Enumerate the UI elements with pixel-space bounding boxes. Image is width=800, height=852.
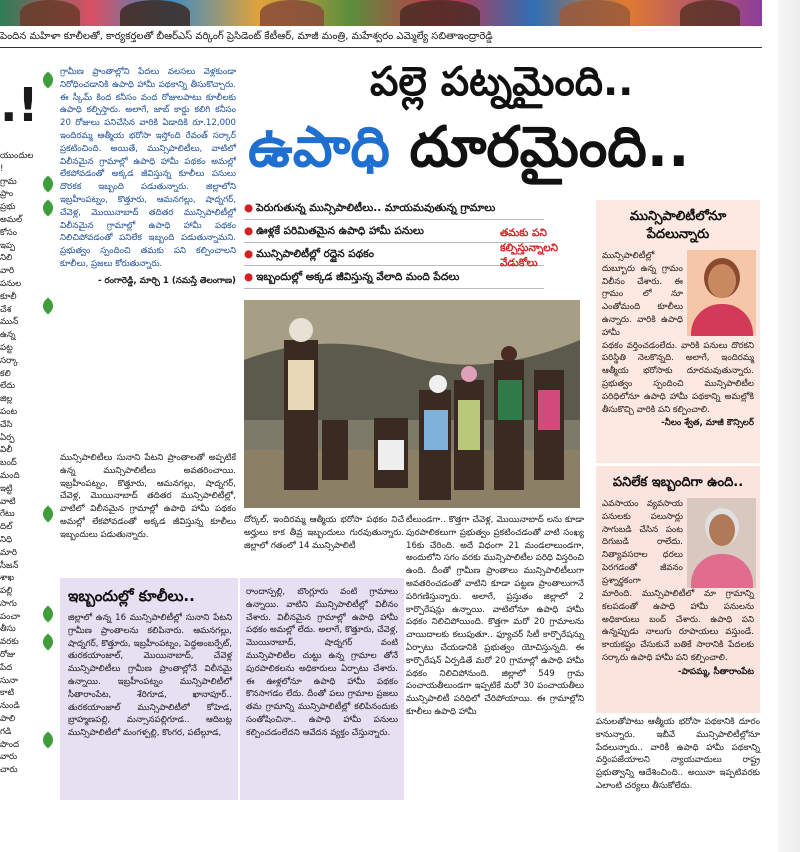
clipped-line: జిల్ల [0, 394, 13, 405]
clipped-line: గేటు [0, 509, 15, 520]
clipped-line: చేసి [0, 419, 13, 430]
dateline: - రంగారెడ్డి, మార్చి 1 (నమస్తే తెలంగాణ) [97, 275, 236, 286]
clipped-line: మున్ [0, 317, 19, 328]
clipped-line: ప్రాం [0, 189, 14, 200]
clipped-line: కోసం [0, 227, 18, 238]
box-text: జిల్లాలో ఉన్న 16 మున్సిపాలిటీల్లో సునాని పేటని గ్రామీణ ప్రాంతాలను కలిపినారు. ఆమనగల్లు, షాద్నగర్, కొత్తూరు, ఇబ్రహీంపట్నం, పెద్దఅంబర్పేట్, తురకయాంజాల్, మొయినాబాద్, చేవెళ్ల మున్సిపాలిటీలు గ్రామీణ ప్రాంతాల్లోనే విలీనమై ఉన్నాయి. ఇబ్రహీంపట్నం మున్సిపాలిటీలో సీతారాంపేట, శేరిగూడ, ఖానాపూర్.. తురకయాంజాల్ మున్సిపాలిటీలో కోహెడ, బ్రాహ్మణపల్లి, మన్సానపల్లిగూడ.. ఆదిబట్ల మున్సిపాలిటీలో మంగళ్పల్లి, కొంగర, పటేల్గూడ, [68, 613, 232, 739]
list-item: ● పెరుగుతున్న మున్సిపాలిటీలు.. మాయమవుతున్న గ్రామాలు [244, 197, 544, 220]
clipped-line: ! [0, 163, 4, 174]
clipped-line: పాలి [0, 714, 16, 725]
clipped-line: కూలీ [0, 291, 17, 302]
list-item: ● మున్సిపాలిటీల్లో రద్దైన పథకం [244, 243, 544, 266]
workers-photo [244, 300, 580, 508]
box-text: మారింది. మున్సిపాలిటీలో మా గ్రామాన్ని కలపడంతో ఉపాధి హామీ పనులను అధికారులు బంద్ చేశారు. ఉపాధి పని ఉన్నప్పుడు నాలుగు రూపాయలు వస్తుండే. కాయకష్టం చేసుకునే బతికే సారానికి పేదలకు సర్కారు ఉపాధి హామీ పని కల్పించాలి. [602, 589, 754, 663]
photo-caption-column [244, 514, 404, 552]
clipped-line: అమల్ [0, 214, 23, 225]
page-edge [778, 0, 800, 852]
clipped-line: చేశ [0, 304, 12, 315]
leaf-icon [40, 200, 57, 217]
clipped-line: ప్రభు [0, 202, 16, 213]
clipped-line: పేద [0, 662, 13, 673]
clipped-line: సాగు [0, 598, 17, 609]
clipped-line: పల్లి [0, 586, 13, 597]
clipped-line: బంద్ [0, 458, 17, 469]
clipped-line: వారు [0, 752, 18, 763]
clipped-line: ఏర్ప [0, 432, 15, 443]
clipped-line: మారి [0, 547, 17, 558]
leaf-icon [40, 72, 57, 89]
portrait-elderly-woman [687, 498, 756, 588]
clipped-line: మంది [0, 470, 20, 481]
quote-signature: -పాపమ్మ, సీతారాంపేట [677, 666, 754, 677]
top-photo-strip [0, 0, 762, 26]
clipped-line: కాటి [0, 688, 15, 699]
second-column [60, 452, 236, 542]
clipped-line: పంచా [0, 611, 20, 622]
clipped-line: పొంద [0, 739, 20, 750]
box-title: పనిలేక ఇబ్బందిగా ఉంది.. [612, 475, 744, 490]
clipped-line: వాటి [0, 496, 16, 507]
clipped-line: ఇట్టి [0, 483, 13, 494]
quote-signature: -నీలం శ్వేత, మాజీ కౌన్సిలర్ [661, 418, 754, 429]
box-text: పథకం వర్తించడంలేదు. వారికి పనులు దొరకని పరిస్థితి నెలకొన్నది. అలాగే, ఇందిరమ్మ ఆత్మీయ భరోసాకు దూరమవుతున్నారు. ప్రభుత్వం స్పందించి మున్సిపాలిటీల పరిధిలోనూ ఉపాధి హామీ పథకాన్ని అమల్లోకి తీసుకొచ్చి వారికి పని కల్పించాలి. [602, 340, 754, 415]
clipped-line: నిధి [0, 534, 13, 545]
portrait-woman [687, 250, 756, 336]
quote-box-2 [596, 466, 760, 713]
bottom-right-text: పనులతోపాటు ఆత్మీయ భరోసా పథకానికి దూరం కానున్నారు. ఇబీవే మున్సిపాలిటీల్లోనూ పేదలున్నారు.. వారికీ ఉపాధి హామీ పథకాన్ని వర్తింపజేయాలని న్యాయవాదులు రాష్ట్ర ప్రభుత్వాన్ని ఆదేశించింది.. అయినా ఇప్పటివరకు ఎలాంటి చర్యలు తీసుకోలేదు. [596, 717, 760, 791]
clipped-line: పంట [0, 406, 18, 417]
quote-box-1 [596, 200, 760, 463]
tobacco-subhead: తమకు పని కల్పిస్తున్నాలని వేడుకోలు [500, 227, 559, 269]
headline-line2 [248, 112, 689, 184]
box-title: మున్సిపాలిటీలోనూ పేదలున్నారు [629, 209, 727, 242]
top-photo-caption: పెందిన మహిళా కూలీలతో, కార్యకర్తలతో బీఆర్ఎస్ వర్కింగ్ ప్రెసిడెంట్ కేటీఆర్, మాజీ మంత్రి, మహేశ్వరం ఎమ్మెల్యే సబితాఇంద్రారెడ్డి [0, 27, 762, 48]
sidebar-box-laborers [60, 578, 238, 800]
clipped-line: నుండి [0, 701, 20, 712]
left-clipped-column [0, 150, 34, 777]
clipped-line: శాఖ [0, 573, 15, 584]
headline-line1: పల్లె పట్నమైంది.. [370, 59, 634, 105]
clipped-line: పనుల [0, 278, 22, 289]
clipped-line: గ్రామ [0, 176, 17, 187]
clipped-line: కలి [0, 368, 11, 379]
bullet-list [244, 197, 544, 289]
box-text: ఎవసాయం వ్యవసాయ పనులకు పలుసార్లు సాగుబడి చేసిన పంట దిగుబడి రాలేదు. నిత్యావసరాల ధరలు పెరగడంతో జీవనం ప్రశ్నార్థకంగా [602, 499, 683, 586]
clipped-line: వరకు [0, 637, 19, 648]
leaf-icon [40, 606, 57, 623]
second-text: మున్సిపాలిటీలు సునాని పేటని ప్రాంతాలతో అప్పటికే ఉన్న మున్సిపాలిటీలు అవతరించాయి. ఇబ్రహీంపట్నం, కొత్తూరు, ఆమనగల్లు, షాద్నగర్, చేవెళ్ల, మొయినాబాద్ తదితర మున్సిపాలిటీల్లో, వాటిలో విలీనమైన గ్రామాల్లో ఉపాధి హామీ పథకం అమల్లో లేకపోవడంతో అక్కడ జీవిస్తున్న కూలీలు ఇబ్బందులు పడుతున్నారు. [60, 453, 236, 540]
clipped-line: ఉన్న [0, 330, 16, 341]
intro-text: గ్రామీణ ప్రాంతాల్లోని పేదలు వలసలు వెళ్లకుండా నిరోధించడానికి ఉపాధి హామీ పథకాన్ని తీసుకొచ్చారు. ఈ స్కీమ్ కింద కనీసం వంద రోజులపాటు కూలీలకు ఉపాధి కల్పిస్తారు. అలాగే, జాబ్ కార్డు కలిగి కనీసం 20 రోజులు పనిచేసిన వారికి ఏడాదికి రూ.12,000 ఇందిరమ్మ ఆత్మీయ భరోసా ఇస్తోంది రేవంత్ సర్కార్ ప్రకటించింది. అయితే, మున్సిపాలిటీలు, వాటిలో విలీనమైన గ్రామాల్లో ఉపాధి హామీ పథకం అమల్లో లేకపోవడంతో అక్కడ జీవిస్తున్న కూలీలు పనులు దొరకక ఇబ్బంది పడుతున్నారు. జిల్లాలోని ఇబ్రహీంపట్నం, కొత్తూరు, ఆమనగల్లు, షాద్నగర్, చేవెళ్ల, మొయినాబాద్ తదితర మున్సిపాలిటీల్లో విలీనమైన గ్రామాల్లో ఉపాధి హామీ పథకం నిలిచిపోవడంతో పనిలేక ఇబ్బంది పడుతున్నామని. ప్రభుత్వం స్పందించి తమకు పని కల్పించాలని కూలీలు, ప్రజలు కోరుతున్నారు. [60, 67, 236, 269]
clipped-line: చారు [0, 765, 18, 776]
clipped-line: యుందుల [0, 151, 34, 161]
clipped-line: పట్ట [0, 342, 13, 353]
clipped-line: నిలి [0, 253, 13, 264]
leaf-icon [40, 732, 57, 749]
middle-text: టీలుండగా.. కొత్తగా చేవెళ్ల, మొయినాబాద్ లను కూడా పురపాలికలుగా ప్రభుత్వం ప్రకటించడంతో వాటి సంఖ్య 16కు చేరింది. అదే విధంగా 21 మండలాలుండగా, అందులోని సగం వరకు మున్సిపాలిటీల పరిధి విస్తరించి ఉంది. దీంతో గ్రామీణ ప్రాంతాలు మున్సిపాలిటీలుగా అవతరించడంతో వాటిని కూడా పట్టణ ప్రాంతాలుగానే పరిగణిస్తున్నారు. అలాగే, ప్రస్తుతం జిల్లాలో 2 కార్పొరేషన్లు ఉన్నాయి. వాటిలోనూ ఉపాధి హామీ పథకం నిలిచిపోయింది. కొత్తగా మరో 20 గ్రామాలను చాయిదాలకు కలుపుతూ.. ఫ్యూచర్ సిటీ కార్పొరేషన్ను ఏర్పాటు చేయడానికి ప్రభుత్వం యోచిస్తున్నది. ఈ కార్పొరేషన్ ఏర్పడితే మరో 20 గ్రామాల్లో ఉపాధి హామీ పథకం నిలిచిపోనుంది. జిల్లాలో 549 గ్రామ పంచాయతీలుండగా ఇప్పటికే మరో 30 పంచాయతీలు మున్సిపాలిటీ పరిధిలో చేరిపోయాయి. ఈ గ్రామాల్లోని కూలీలు ఉపాధి హామీ [406, 515, 584, 717]
clipped-line: ఇప్ప [0, 240, 16, 251]
clipped-line: సునా [0, 675, 18, 686]
clipped-line: గడి [0, 726, 12, 737]
bottom-right-column [596, 716, 760, 793]
clipped-line: విలీ [0, 445, 13, 456]
photo-caption: దోర్కల్, ఇందిరమ్మ ఆత్మీయ భరోసా పథకం నిచే అర్హులు కాక తీవ్ర ఇబ్బందులు గురవుతున్నారు. జిల్లాలో గతంలో 14 మున్సిపాలిటీ [244, 515, 404, 551]
intro-column [60, 66, 236, 288]
leaf-icon [40, 506, 57, 523]
box-text: మున్సిపాలిటీల్లో దుబ్బూరు ఉన్న గ్రామం విలీనం చేశారు. ఈ గ్రామం లో నూ ఎంతోమంది కూలీలు ఉన్నారు. వారికి ఉపాధి హామీ [602, 251, 683, 338]
clipped-line: తీసు [0, 624, 16, 635]
list-item: ● ఊళ్లకే పరిమితమైన ఉపాధి హామీ పనులు [244, 220, 544, 243]
clipped-exclaim: .! [0, 78, 39, 132]
clipped-line: సర్కా [0, 355, 19, 366]
headline-dark-words: దూరమైంది.. [389, 115, 690, 180]
leaf-icon [40, 176, 57, 193]
sidebar-box-continued [240, 578, 404, 800]
clipped-line: లేదు [0, 381, 16, 392]
clipped-line: రోజు [0, 650, 16, 661]
leaf-icon [40, 634, 57, 651]
middle-column [406, 514, 584, 719]
headline-blue-word: ఉపాధి [248, 115, 390, 180]
leaf-icon [40, 298, 57, 315]
box-text: రాందాస్పల్లి, బొంగ్లూరు వంటి గ్రామాలు ఉన్నాయి. వాటిని మున్సిపాలిటీల్లో విలీనం చేశారు. విలీనమైన గ్రామాల్లో ఉపాధి హామీ పథకం అమల్లో లేదు. అలాగే, కొత్తూరు, చేవెళ్ల, మొయినాబాద్, షాద్నగర్ వంటి మున్సిపాలిటీల చుట్టు ఉన్న గ్రామాల తోనే పురపాలికలను అధికారులు ఏర్పాటు చేశారు. ఈ ఊళ్లలోనూ ఉపాధి హామీ పథకం కొనసాగడం లేదు. దీంతో పలు గ్రామాల ప్రజలు తమ గ్రామాన్ని మున్సిపాలిటీల్లో కలిపినందుకు సంతోషించినా.. ఉపాధి హామీ పనులు కల్పించడంలేదని ఆవేదన వ్యక్తం చేస్తున్నారు. [246, 587, 398, 738]
box-title: ఇబ్బందుల్లో కూలీలు.. [68, 587, 195, 605]
list-item: ● ఇబ్బందుల్లో అక్కడ జీవిస్తున్న వేలాది మంది పేదలు [244, 266, 544, 289]
clipped-line: దిల్ [0, 522, 13, 533]
clipped-line: సీజన్ [0, 560, 19, 571]
clipped-line: వారి [0, 266, 15, 277]
